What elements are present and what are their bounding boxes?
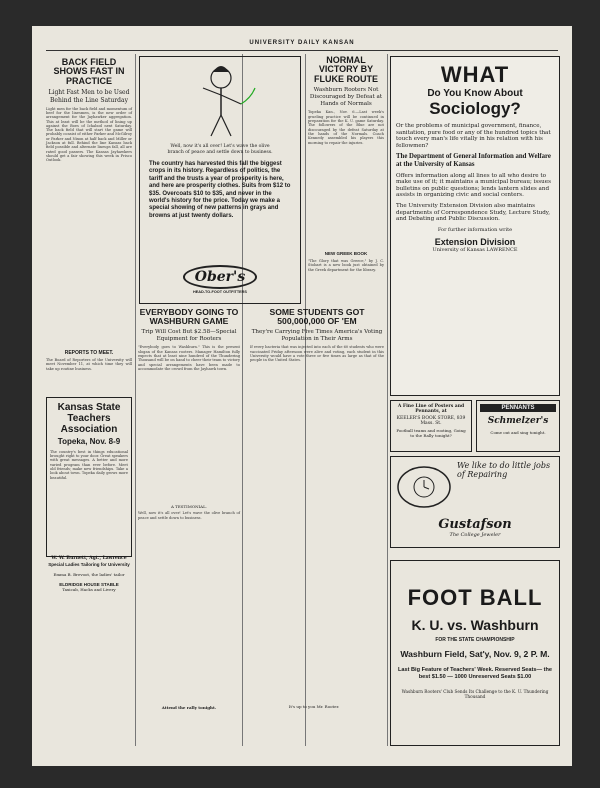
headline-back-field: BACK FIELD SHOWS FAST IN PRACTICE	[53, 57, 125, 86]
article-washburn-game: "Everybody goes to Washburn." This is the present slogan of the Kansas rooters. Manager Hamilton fully expects that at least nine hundred of the Thundering Thousand will be on hand to cheer their team to victory and special arrangements have been made to accommodate the crowd from the Jayhawk town.	[138, 345, 240, 371]
testimonial-body: Well, now it's all over! Let's wave the olive branch of peace and settle down to business.	[138, 511, 240, 520]
sociology-ad	[390, 56, 560, 396]
tailor-headline: Special Ladies Tailoring for University	[48, 561, 130, 567]
tailor-signature: Emma B. Brevoot, the ladies' tailor	[53, 571, 125, 577]
article-back-field: Light men for the back field and momentum of beef for the linesmen, is the new order of arrangement for the Jayhawker aggregation. This at least will be the method of lining up against the Boes of Ichabod next Saturday. The back field that will start the game will probably consist of either Parker and McGilroy or Parker and Nixon at half back and Miller or Jackson at full. Behind the line Kansas back field possible and alternate lineups fall, all are rated good passers. The Kansas Jayhawkers should get a fair showing this week in Frisco Outlook.	[46, 106, 132, 163]
column-rule	[387, 54, 388, 746]
testimonial-heading: A TESTIMONIAL.	[170, 504, 207, 510]
sociology-ad-body-4: The University Extension Division also maintains departments of Correspondence Study, Lecture Study, and Debating and Public Discussion.	[396, 202, 550, 223]
sociology-ad-topic: Sociology?	[429, 99, 521, 118]
article-bacteria: If every bacteria that was injected into each of the 60 students who were vaccinated Friday afternoon were alive and voting, each student in this University would have a vote three or five times as large as that of the people in the United States.	[250, 345, 384, 363]
headline-bacteria: SOME STUDENTS GOT 500,000,000 OF 'EM	[269, 307, 365, 327]
teachers-association-ad	[46, 397, 132, 561]
gustafson-logo: Gustafson	[438, 517, 512, 532]
sociology-ad-university: University of Kansas LAWRENCE	[432, 246, 518, 253]
keeler-title: A Fine Line of Posters and Pennants, at	[397, 404, 465, 414]
column-1	[46, 54, 132, 754]
sociology-ad-body-3: Offers information along all lines to all who desire to make use of it; it maintains a municipal bureau; issues bulletins on public questions; lends lantern slides and assists in organizing civic and social centers.	[396, 172, 551, 199]
subheadline-washburn-game: Trip Will Cost But $2.58—Special Equipment for Rooters	[141, 329, 237, 342]
football-footer: Washburn Rooters' Club Sends Its Challenge to the K. U. Thundering Thousand	[401, 689, 549, 699]
article-reporters: The Board of Reporters of the University will meet November 11, at which time they will take up routine business.	[46, 357, 132, 371]
keeler-footer: Football teams and rooting, Going to the Rally tonight?	[396, 428, 466, 438]
ad-body-teachers: The country's best in things educational brought right to your door. Great speakers with great messages. A better and more varied program than ever before. Meet old friends; make new friendships. Take a look about town. Topeka daily grows more beautiful.	[50, 449, 128, 480]
obers-body: The country has harvested this fall the biggest crops in its history. Regardless of politics, the tariff and the trusts a year of prosperity is here, and here are prosperity clothes. Suits from $12 to $35. Overcoats $10 to $35, and never in the world's history for the price. Today we make a special showing of new patterns in grays and browns at just twenty dollars.	[149, 161, 291, 219]
keeler-store: KEELER'S BOOK STORE, 839 Mass. St.	[396, 416, 466, 426]
sociology-ad-body-2: The Department of General Information and Welfare at the University of Kansas	[396, 153, 551, 168]
column-3-upper	[308, 56, 384, 306]
column-rule	[135, 54, 136, 746]
masthead-rule	[46, 50, 558, 51]
headline-reporters: REPORTS TO MEET.	[64, 349, 114, 356]
sociology-ad-extension: Extension Division	[434, 236, 516, 247]
cartoon-figure-illustration	[143, 60, 299, 140]
article-greek-book: "The Glory that was Greece," by J. C. Stobart is a new book just obtained by the Greek department for the library.	[308, 259, 384, 272]
gustafson-ad	[390, 456, 560, 548]
sociology-ad-question: Do You Know About	[427, 88, 523, 99]
rally-footer: Attend the rally tonight.	[161, 705, 217, 711]
gustafson-subtitle: The College Jeweler	[449, 532, 501, 538]
keeler-ad	[390, 400, 472, 452]
ad-signature-teachers: W. W. Burnett, Agt., Lawrence	[51, 555, 127, 561]
football-title: FOOT BALL	[407, 585, 543, 610]
football-game-ad	[390, 560, 560, 746]
repair-headline: We like to do little jobs of Repairing	[457, 461, 551, 479]
headline-greek-book: NEW GREEK BOOK	[324, 251, 368, 257]
subheadline-bacteria: They're Carrying Five Times America's Voting Population in Their Arms	[251, 329, 383, 342]
pennants-footer: Come out and sing tonight.	[490, 430, 546, 435]
sociology-ad-body-1: Or the problems of municipal government, finance, sanitation, pure food or any of the hundred topics that touch every man's life vitally in his relation with his fellowmen?	[396, 123, 551, 149]
rooter-footer: It's up to you Mr. Rooter.	[288, 704, 340, 710]
ad-title-teachers: Kansas State Teachers Association	[57, 401, 121, 435]
subheadline-normal-victory: Washburn Rooters Not Discouraged by Defeat at Hands of Normals	[309, 87, 383, 107]
repairing-watch-icon	[395, 461, 453, 511]
obers-caption: Well, now it's all over! Let's wave the olive branch of peace and settle down to business.	[167, 144, 273, 155]
football-place-date: Washburn Field, Sat'y, Nov. 9, 2 P. M.	[400, 649, 550, 659]
obers-logo: Ober's	[183, 265, 257, 289]
ad-date-teachers: Topeka, Nov. 8-9	[57, 436, 121, 446]
masthead: UNIVERSITY DAILY KANSAN	[249, 40, 355, 46]
column-2-lower	[138, 308, 240, 748]
football-championship: FOR THE STATE CHAMPIONSHIP	[435, 637, 515, 643]
headline-normal-victory: NORMAL VICTORY BY FLUKE ROUTE	[314, 55, 378, 84]
headline-washburn-game: EVERYBODY GOING TO WASHBURN GAME	[139, 307, 239, 327]
eldridge-stable-subtitle: Taxicab, Hacks and Livery	[62, 587, 116, 593]
column-3-lower	[244, 308, 384, 748]
pennants-ad	[476, 400, 560, 452]
sociology-ad-more: For further information write	[437, 226, 513, 233]
eldridge-stable-ad: ELDRIDGE HOUSE STABLE	[59, 581, 119, 587]
obers-clothing-ad	[139, 56, 301, 304]
football-matchup: K. U. vs. Washburn	[411, 617, 539, 633]
pennants-banner: PENNANTS	[480, 404, 556, 412]
schmelzer-logo: Schmelzer's	[487, 416, 549, 426]
subheadline-back-field: Light Fast Men to be Used Behind the Line Saturday	[48, 89, 130, 104]
sociology-ad-what: WHAT	[440, 62, 510, 87]
newspaper-page	[32, 26, 572, 766]
obers-logo-subtitle: HEAD-TO-FOOT OUTFITTERS	[193, 290, 247, 294]
football-seat-rates: Last Big Feature of Teachers' Week. Reserved Seats— the best $1.50 — 1000 Unreserved Seats $1.00	[397, 667, 553, 680]
article-normal-victory: Topeka Kan., Nov. 6.—Last week's grueling practice will be continued in preparation for the K. U. game Saturday. The followers of the Blue are not discouraged by the defeat Saturday at the hands of the Normals. Coach Kennedy assembled his players this morning to repair the injuries.	[308, 110, 384, 145]
